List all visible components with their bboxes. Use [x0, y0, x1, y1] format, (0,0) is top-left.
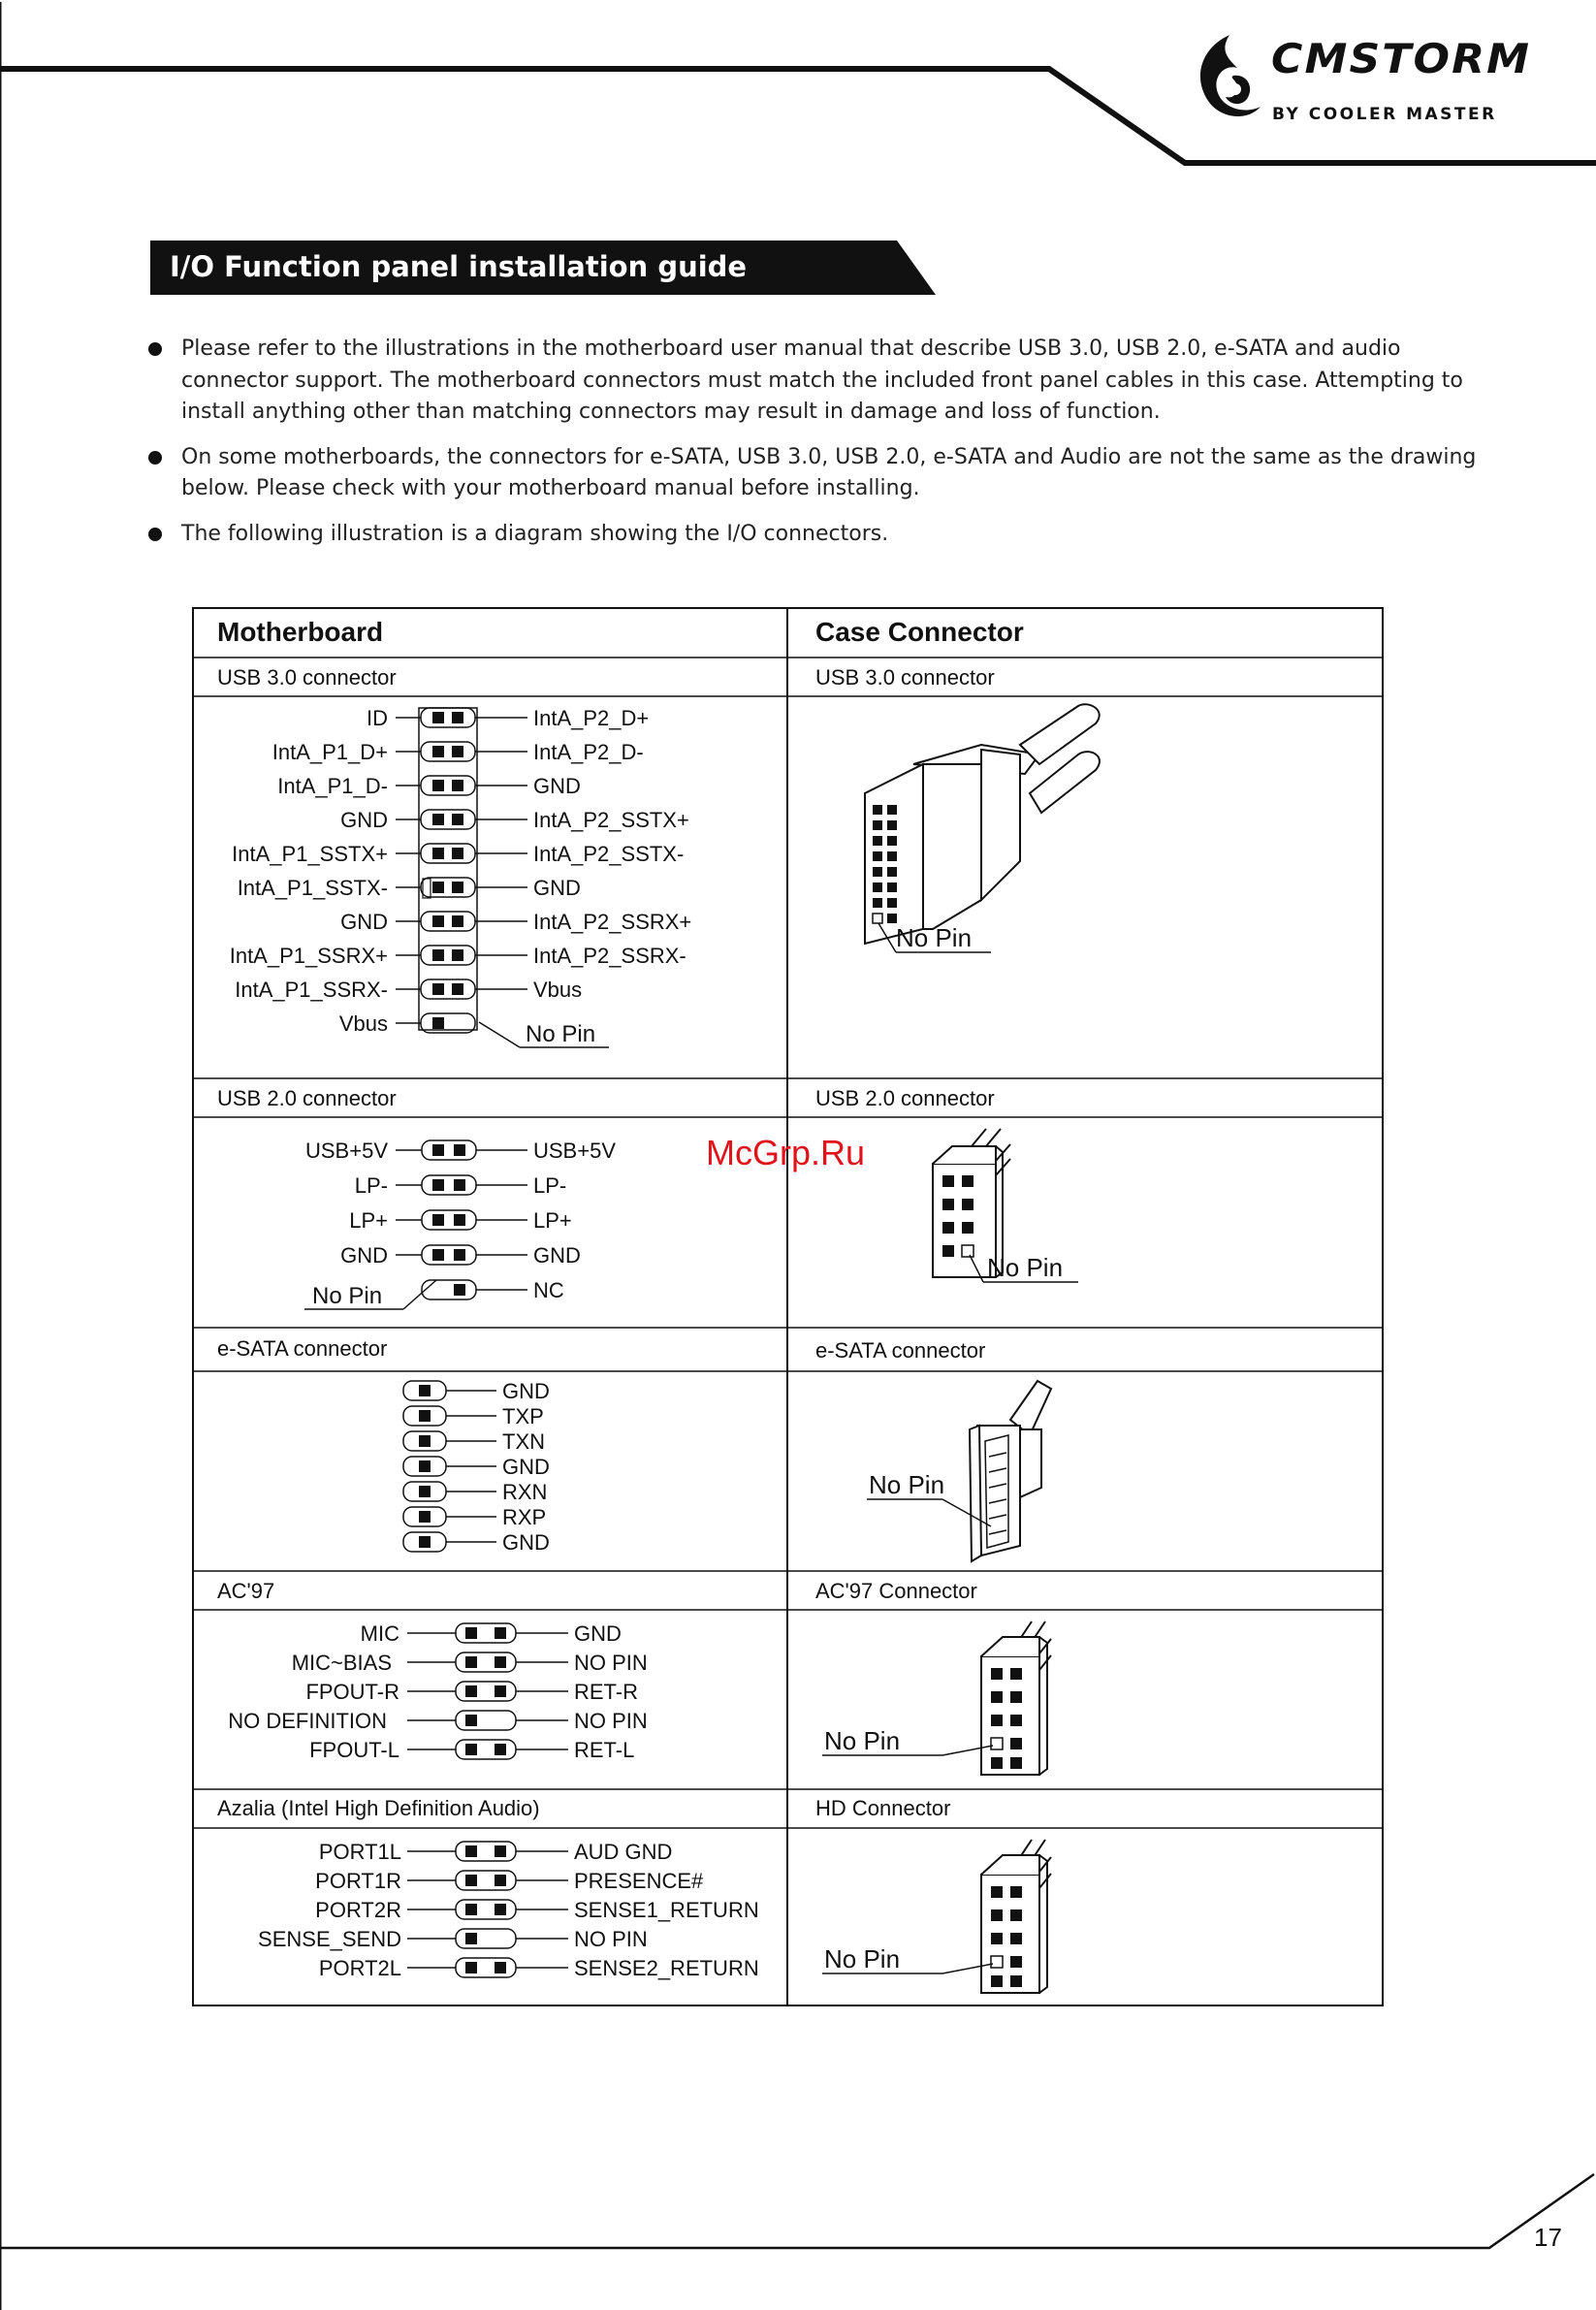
usb2-pin-diagram [192, 1117, 787, 1328]
bullet-icon [148, 342, 162, 356]
esata-pin: RXP [502, 1505, 547, 1529]
header-case-connector: Case Connector [815, 617, 1024, 647]
hda-right-pin: SENSE1_RETURN [574, 1898, 759, 1922]
hda-pin-row [407, 1900, 568, 1919]
esata-pin: RXN [502, 1480, 548, 1504]
usb3-left-pin: IntA_P1_SSTX- [237, 876, 388, 900]
hda-left-pin: PORT2R [315, 1898, 401, 1922]
connector-table [192, 607, 1384, 2006]
usb3-right-pin: Vbus [533, 978, 583, 1002]
header-motherboard: Motherboard [217, 617, 384, 647]
usb2-right-pin: LP- [533, 1173, 567, 1198]
usb3-right-pin: IntA_P2_SSRX+ [533, 910, 692, 934]
ac97-right-pin: NO PIN [574, 1651, 648, 1675]
ac97-left-pin: MIC~BIAS [291, 1651, 392, 1675]
usb2-right-pin: USB+5V [533, 1139, 616, 1163]
esata-pin: GND [502, 1379, 550, 1403]
usb3-left-pin: IntA_P1_SSRX- [235, 978, 388, 1002]
esata-pin: TXP [502, 1404, 544, 1428]
usb2-case-connector-drawing [787, 1117, 1383, 1328]
ac97-pin-row [407, 1740, 568, 1759]
ac97-right-pin: NO PIN [574, 1709, 648, 1733]
usb2-pin-row [422, 1280, 527, 1299]
ac97-right-pin: RET-R [574, 1680, 638, 1704]
esata-pin-diagram [192, 1371, 787, 1571]
usb3-right-pin: IntA_P2_SSRX- [533, 944, 686, 968]
ac97-left-pin: MIC [360, 1621, 399, 1646]
ac97-pin-row [407, 1711, 568, 1730]
hda-pin-row [407, 1929, 568, 1948]
list-item [145, 442, 1503, 505]
usb3-pin-row [396, 776, 527, 795]
usb2-mb-label: USB 2.0 connector [217, 1086, 397, 1110]
esata-pin-row [403, 1381, 496, 1400]
usb3-left-pin: Vbus [338, 1011, 388, 1036]
esata-case-no-pin: No Pin [869, 1470, 945, 1499]
usb3-no-pin-label: No Pin [526, 1021, 596, 1047]
hda-mb-label: Azalia (Intel High Definition Audio) [217, 1796, 540, 1820]
usb2-pin-row [396, 1245, 527, 1265]
usb2-right-pin: NC [533, 1278, 564, 1302]
usb3-left-pin: IntA_P1_D- [277, 774, 388, 798]
usb3-pin-row [396, 844, 527, 863]
usb3-left-pin: GND [340, 910, 388, 934]
watermark: McGrp.Ru [706, 1133, 866, 1172]
brand-name: CMSTORM [1271, 35, 1532, 82]
usb3-mb-label: USB 3.0 connector [217, 665, 397, 690]
list-item [145, 334, 1503, 429]
usb3-left-pin: IntA_P1_D+ [271, 740, 388, 764]
ac97-pin-row [407, 1623, 568, 1643]
usb3-pin-diagram [192, 696, 787, 1078]
esata-pin-row [403, 1532, 496, 1552]
hda-pin-row [407, 1871, 568, 1890]
hda-left-pin: SENSE_SEND [258, 1927, 401, 1951]
usb3-right-pin: GND [533, 876, 581, 900]
instruction-list [145, 334, 1503, 563]
storm-swirl-icon [1191, 31, 1268, 128]
esata-pin: GND [502, 1530, 550, 1555]
usb3-right-pin: IntA_P2_SSTX- [533, 842, 685, 866]
usb3-right-pin: IntA_P2_D- [533, 740, 644, 764]
ac97-pin-row [407, 1652, 568, 1672]
bullet-text: The following illustration is a diagram showing the I/O connectors. [181, 521, 889, 546]
brand-logo [1191, 29, 1540, 136]
usb2-left-pin: USB+5V [305, 1139, 388, 1163]
usb3-pin-row [396, 912, 527, 931]
hda-pin-diagram [192, 1828, 787, 2006]
usb3-pin-row [396, 742, 527, 761]
hda-case-label: HD Connector [815, 1796, 951, 1820]
usb3-right-pin: GND [533, 774, 581, 798]
hda-right-pin: PRESENCE# [574, 1869, 704, 1893]
usb3-pin-row [396, 708, 527, 727]
esata-pin: TXN [502, 1429, 545, 1454]
bullet-icon [148, 528, 162, 541]
usb2-left-pin: GND [340, 1243, 388, 1267]
esata-pin-row [403, 1406, 496, 1426]
section-title-banner [150, 241, 936, 295]
esata-mb-label: e-SATA connector [217, 1336, 388, 1361]
brand-tagline: BY COOLER MASTER [1272, 105, 1497, 124]
usb3-right-pin: IntA_P2_D+ [533, 706, 650, 730]
hda-left-pin: PORT1L [318, 1840, 401, 1864]
hda-pin-row [407, 1958, 568, 1977]
usb2-right-pin: GND [533, 1243, 581, 1267]
hda-left-pin: PORT1R [315, 1869, 401, 1893]
usb2-case-no-pin: No Pin [987, 1253, 1064, 1282]
list-item [145, 519, 1503, 551]
esata-pin-row [403, 1457, 496, 1476]
usb3-pin-row [396, 878, 527, 897]
esata-pin-row [403, 1507, 496, 1526]
usb3-pin-row [396, 810, 527, 829]
hda-pin-row [407, 1842, 568, 1861]
ac97-left-pin: NO DEFINITION [228, 1709, 387, 1733]
usb3-left-pin: ID [367, 706, 388, 730]
esata-case-connector-drawing [787, 1371, 1383, 1571]
usb2-no-pin-label: No Pin [312, 1283, 383, 1309]
usb3-left-pin: IntA_P1_SSTX+ [232, 842, 388, 866]
ac97-mb-label: AC'97 [217, 1579, 275, 1603]
hda-right-pin: SENSE2_RETURN [574, 1956, 759, 1980]
ac97-left-pin: FPOUT-L [309, 1738, 399, 1762]
hda-case-connector-drawing [787, 1828, 1383, 2006]
usb2-case-label: USB 2.0 connector [815, 1086, 995, 1110]
esata-case-label: e-SATA connector [815, 1338, 986, 1363]
hda-left-pin: PORT2L [318, 1956, 401, 1980]
usb2-pin-row [396, 1210, 527, 1230]
ac97-pin-row [407, 1682, 568, 1701]
usb3-left-pin: IntA_P1_SSRX+ [229, 944, 388, 968]
usb2-right-pin: LP+ [533, 1208, 572, 1233]
ac97-pin-diagram [192, 1610, 787, 1789]
bullet-text: Please refer to the illustrations in the motherboard user manual that describe USB 3.0, USB 2.0, e-SATA and audio connector support. The motherboard connectors must match the included front panel cables in this case. Attempting to install anything other than matching connectors may result in damage and loss of function. [181, 337, 1463, 424]
hda-case-no-pin: No Pin [824, 1944, 901, 1973]
usb3-left-pin: GND [340, 808, 388, 832]
usb2-pin-row [396, 1140, 527, 1160]
ac97-left-pin: FPOUT-R [305, 1680, 399, 1704]
esata-pin-row [403, 1431, 496, 1451]
esata-pin: GND [502, 1455, 550, 1479]
hda-right-pin: AUD GND [574, 1840, 673, 1864]
usb2-left-pin: LP- [354, 1173, 388, 1198]
usb3-pin-row [396, 946, 527, 965]
bullet-text: On some motherboards, the connectors for e-SATA, USB 3.0, USB 2.0, e-SATA and Audio are not the same as the drawing below. Please check with your motherboard manual before installing. [181, 444, 1477, 500]
ac97-case-connector-drawing [787, 1610, 1383, 1789]
ac97-right-pin: GND [574, 1621, 622, 1646]
usb3-case-no-pin: No Pin [896, 923, 973, 952]
hda-right-pin: NO PIN [574, 1927, 648, 1951]
usb3-case-label: USB 3.0 connector [815, 665, 995, 690]
usb3-case-connector-drawing [787, 696, 1383, 1078]
usb2-pin-row [396, 1175, 527, 1195]
usb3-right-pin: IntA_P2_SSTX+ [533, 808, 689, 832]
esata-pin-row [403, 1482, 496, 1501]
ac97-right-pin: RET-L [574, 1738, 635, 1762]
section-title: I/O Function panel installation guide [170, 250, 748, 283]
usb3-pin-row [396, 979, 527, 999]
ac97-case-no-pin: No Pin [824, 1726, 901, 1755]
bullet-icon [148, 451, 162, 465]
usb2-left-pin: LP+ [349, 1208, 388, 1233]
ac97-case-label: AC'97 Connector [815, 1579, 977, 1603]
page-number: 17 [1534, 2223, 1562, 2252]
